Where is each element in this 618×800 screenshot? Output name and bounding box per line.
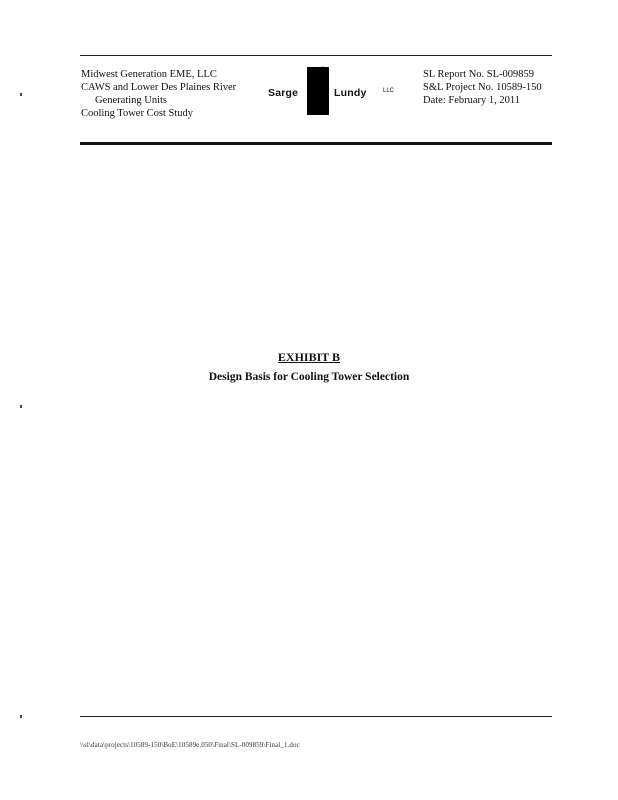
project-number: S&L Project No. 10589-150 xyxy=(423,82,542,93)
exhibit-subtitle: Design Basis for Cooling Tower Selection xyxy=(208,371,410,383)
report-number: SL Report No. SL-009859 xyxy=(423,69,535,80)
logo-registered-mark: LLC xyxy=(383,88,395,94)
station-name-continued: Generating Units xyxy=(95,95,168,106)
footer-file-path: \\sl\data\projects\10589-150\BoE\10589e.050\Final\SL-009859\Final_1.doc xyxy=(80,741,300,749)
footer-rule xyxy=(80,716,552,717)
logo-black-bar xyxy=(307,67,329,115)
exhibit-title: EXHIBIT B xyxy=(277,350,341,364)
sargent-lundy-logo xyxy=(266,64,396,115)
logo-tick-mark: ·· xyxy=(321,64,325,70)
logo-word-left: Sarge xyxy=(268,87,299,99)
scan-speck xyxy=(20,715,22,718)
station-name: CAWS and Lower Des Plaines River xyxy=(81,82,237,93)
scan-speck xyxy=(20,93,22,96)
header-right-block xyxy=(423,68,553,107)
header-left-block xyxy=(81,68,271,120)
study-name: Cooling Tower Cost Study xyxy=(81,108,193,119)
header-bottom-rule xyxy=(80,142,552,145)
header-top-rule xyxy=(80,55,552,56)
client-name: Midwest Generation EME, LLC xyxy=(81,69,217,80)
scan-speck xyxy=(20,405,22,408)
logo-word-right: Lundy xyxy=(334,87,367,99)
report-date: Date: February 1, 2011 xyxy=(423,95,521,106)
